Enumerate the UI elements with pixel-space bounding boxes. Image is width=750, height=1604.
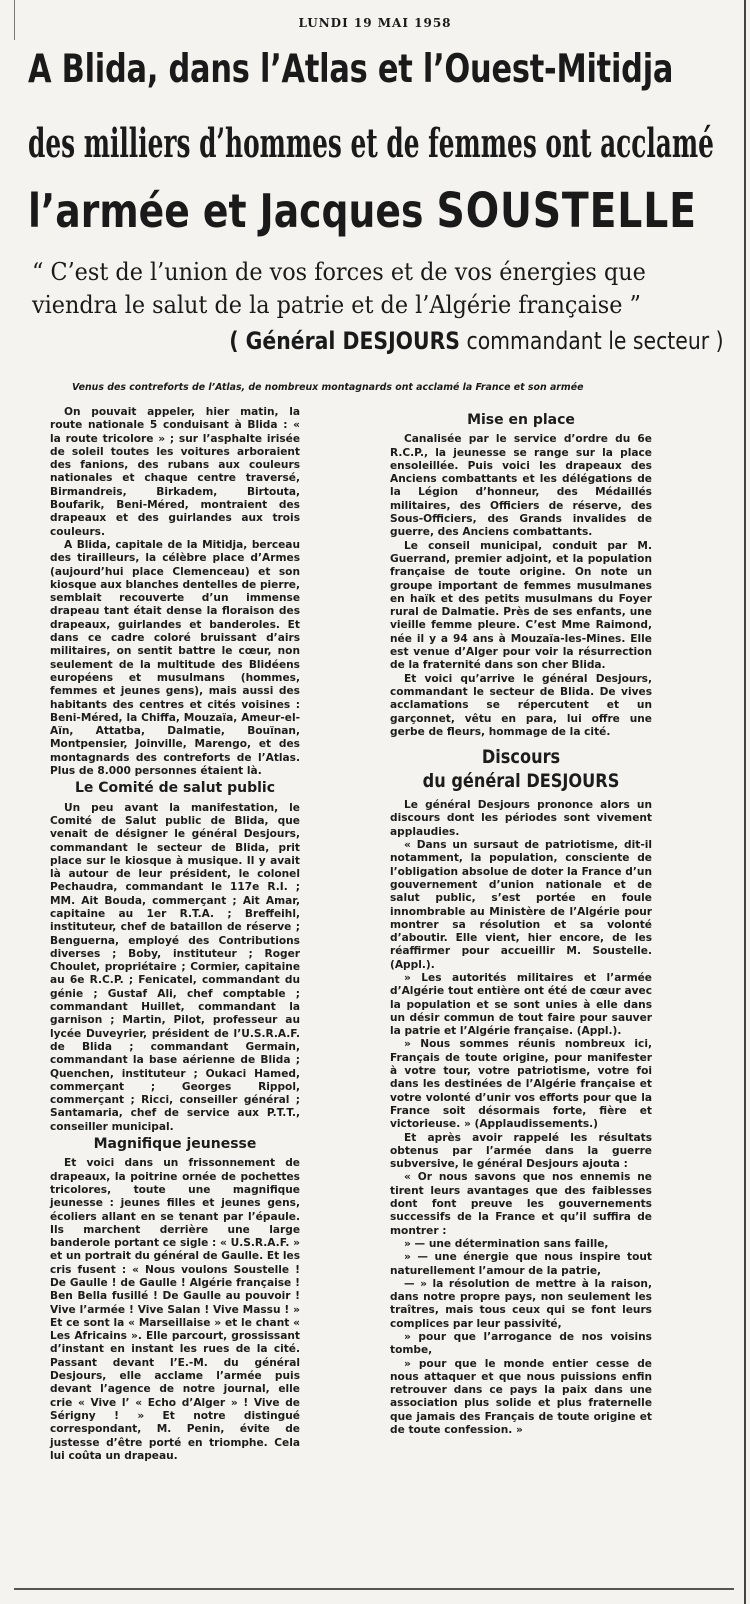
attribution-name: DESJOURS [342,327,461,355]
subheading-discours-line-1: Discours [481,746,561,769]
paragraph: « Or nous savons que nos ennemis ne tirent leurs avantages que des faiblesses dont font preuve les gouvernements successifs de la France et qu’il suffira de montrer : [390,1171,652,1237]
pull-quote [32,256,683,322]
right-border-rule [744,0,746,1604]
pull-quote-attribution [230,324,724,358]
headline-line-2: des milliers d’hommes et de femmes ont acclamé [28,120,714,167]
paragraph: Un peu avant la manifestation, le Comité de Salut public de Blida, que venait de désigner le général Desjours, commandant le secteur de Blida, prit place sur le kiosque à musique. Il y avait là autour de leur président, le colonel Pechaudra, commandant le 117e R.I. ; MM. Ait Bouda, commerçant ; Ait Amar, capitaine au 1er R.T.A. ; Breffeihl, instituteur, chef de bataillon de réserve ; Benguerna, employé des Contributions diverses ; Boby, instituteur ; Roger Choulet, propriétaire ; Cormier, capitaine au 6e R.C.P. ; Fenicatel, commandant du génie ; Gustaf Ali, chef comptable ; commandant Huillet, commandant la garnison ; Martin, Pilot, professeur au lycée Duveyrier, président de l’U.S.R.A.F. de Blida ; commandant Germain, commandant la base aérienne de Blida ; Quenchen, instituteur ; Oukaci Hamed, commerçant ; Georges Rippol, commerçant ; Ricci, conseiller général ; Santamaria, chef de service aux P.T.T., conseiller municipal. [50,801,300,1133]
subheading-mise-en-place: Mise en place [467,412,575,428]
paragraph: — » la résolution de mettre à la raison, dans notre propre pays, non seulement les traîtres, mais tous ceux qui se font leurs complices par leur passivité, [390,1277,652,1330]
paragraph: Et après avoir rappelé les résultats obtenus par l’armée dans la guerre subversive, le général Desjours ajouta : [390,1131,652,1171]
paragraph: « Dans un sursaut de patriotisme, dit-il notamment, la population, consciente de l’obligation absolue de doter la France d’un gouvernement d’union nationale et de salut public, s’est portée en foule innombrable au Ministère de l’Algérie pour montrer sa résolution et sa volonté d’aboutir. Elle vient, hier encore, de les réaffirmer pour accueillir M. Soustelle. (Appl.). [390,839,652,971]
paragraph: Le général Desjours prononce alors un discours dont les périodes sont vivement applaudies. [390,799,652,838]
headline-line-3-lead: l’armée et Jacques [28,184,437,238]
attribution-rest: commandant le secteur ) [460,327,724,355]
headline-line-3-name: SOUSTELLE [436,183,697,239]
paragraph: Le conseil municipal, conduit par M. Guerrand, premier adjoint, et la population française de toute origine. On note un groupe important de femmes musulmanes en haïk et des petits musulmans du Foyer rural de Dalmatie. Près de ses enfants, une vieille femme pleure. C’est Mme Raimond, née il y a 94 ans à Mouzaïa-les-Mines. Elle est venue d’Alger pour voir la résurrection de la fraternité dans son cher Blida. [390,539,652,672]
paragraph: » pour que le monde entier cesse de nous attaquer et que nous puissions enfin retrouver dans ce pays la paix dans une association plus solide et plus fraternelle que jamais des Français de toute origine et de toute confession. » [390,1357,652,1437]
subheading-jeunesse: Magnifique jeunesse [93,1136,257,1153]
bottom-border-rule [14,1588,734,1590]
paragraph: » Les autorités militaires et l’armée d’Algérie tout entière ont été de cœur avec la population et se sont unies à elle dans un désir commun de tout faire pour sauver la patrie et l’Algérie française. (Appl.). [390,971,652,1038]
pull-quote-line-2: viendra le salut de la patrie et de l’Algérie française ” [32,291,641,319]
paragraph: » pour que l’arrogance de nos voisins tombe, [390,1331,652,1357]
paragraph: Et voici dans un frissonnement de drapeaux, la poitrine ornée de pochettes tricolores, toute une magnifique jeunesse : jeunes filles et jeunes gens, écoliers allant en se tenant par l’épaule. Ils marchent derrière une large banderole portant ce sigle : « U.S.R.A.F. » et un portrait du général de Gaulle. Et les cris fusent : « Nous voulons Soustelle ! De Gaulle ! de Gaulle ! Algérie française ! Ben Bella fusillé ! De Gaulle au pouvoir ! Vive l’armée ! Vive Salan ! Vive Massu ! » Et ce sont la « Marseillaise » et le chant « Les Africains ». Elle parcourt, grossissant d’instant en instant les rues de la cité. Passant devant l’E.-M. du général Desjours, elle acclame l’armée puis devant l’agence de notre journal, elle crie « Vive l’ « Echo d’Alger » ! Vive de Sérigny ! » Et notre distingué correspondant, M. Penin, évite de justesse d’être porté en triomphe. Cela lui coûta un drapeau. [50,1157,300,1462]
headline-line-1: A Blida, dans l’Atlas et l’Ouest-Mitidja [28,47,674,92]
attribution-open: ( Général [229,327,343,355]
subheading-discours-line-2: du général DESJOURS [422,770,620,793]
paragraph: » Nous sommes réunis nombreux ici, Français de toute origine, pour manifester à votre tour, votre patriotisme, votre foi dans les destinées de l’Algérie française et votre volonté d’unir vos efforts pour que la France soit désormais forte, fière et victorieuse. » (Applaudissements.) [390,1038,652,1131]
paragraph: Et voici qu’arrive le général Desjours, commandant le secteur de Blida. De vives acclamations se répercutent et un garçonnet, vêtu en para, lui offre une gerbe de fleurs, hommage de la cité. [390,672,652,738]
paragraph: » — une détermination sans faille, [404,1237,609,1250]
paragraph: On pouvait appeler, hier matin, la route nationale 5 conduisant à Blida : « la route tricolore » ; sur l’asphalte irisée de soleil toutes les voitures arboraient des fanions, des rubans aux couleurs nationales et chaque centre traversé, Birmandreis, Birkadem, Birtouta, Boufarik, Beni-Méred, montraient des drapeaux et des guirlandes aux trois couleurs. [50,406,300,538]
article-column-left [50,406,300,1463]
paragraph: Canalisée par le service d’ordre du 6e R.C.P., la jeunesse se range sur la place ensoleillée. Puis voici les drapeaux des Anciens combattants et les délégations de la Légion d’honneur, des Médaillés militaires, des Officiers de réserve, des Sous-Officiers, des Grands invalides de guerre, des Anciens combattants. [390,433,652,539]
dateline: LUNDI 19 MAI 1958 [298,16,452,30]
headline-line-3 [28,182,697,240]
paragraph: » — une énergie que nous inspire tout naturellement l’amour de la patrie, [390,1251,652,1277]
article-column-right [390,410,652,1437]
paragraph: A Blida, capitale de la Mitidja, berceau des tirailleurs, la célèbre place d’Armes (aujourd’hui place Clemenceau) et son kiosque aux blanches dentelles de pierre, semblait recouverte d’un immense drapeau tant était dense la floraison des drapeaux, guirlandes et banderoles. Et dans ce cadre coloré bruissant d’airs militaires, on sentit battre le cœur, non seulement de la multitude des Blidéens européens et musulmans (hommes, femmes et jeunes gens), mais aussi des habitants des centres et cités voisines : Beni-Méred, la Chiffa, Mouzaïa, Ameur-el-Aïn, Attatba, Dalmatie, Bouïnan, Montpensier, Joinville, Marengo, et des montagnards des contreforts de l’Atlas. Plus de 8.000 personnes étaient là. [50,538,300,778]
kicker: Venus des contreforts de l’Atlas, de nombreux montagnards ont acclamé la France et son armée [72,382,584,393]
pull-quote-line-1: “ C’est de l’union de vos forces et de vos énergies que [32,258,646,286]
subheading-comite: Le Comité de salut public [74,780,276,797]
subheading-discours [410,745,633,793]
